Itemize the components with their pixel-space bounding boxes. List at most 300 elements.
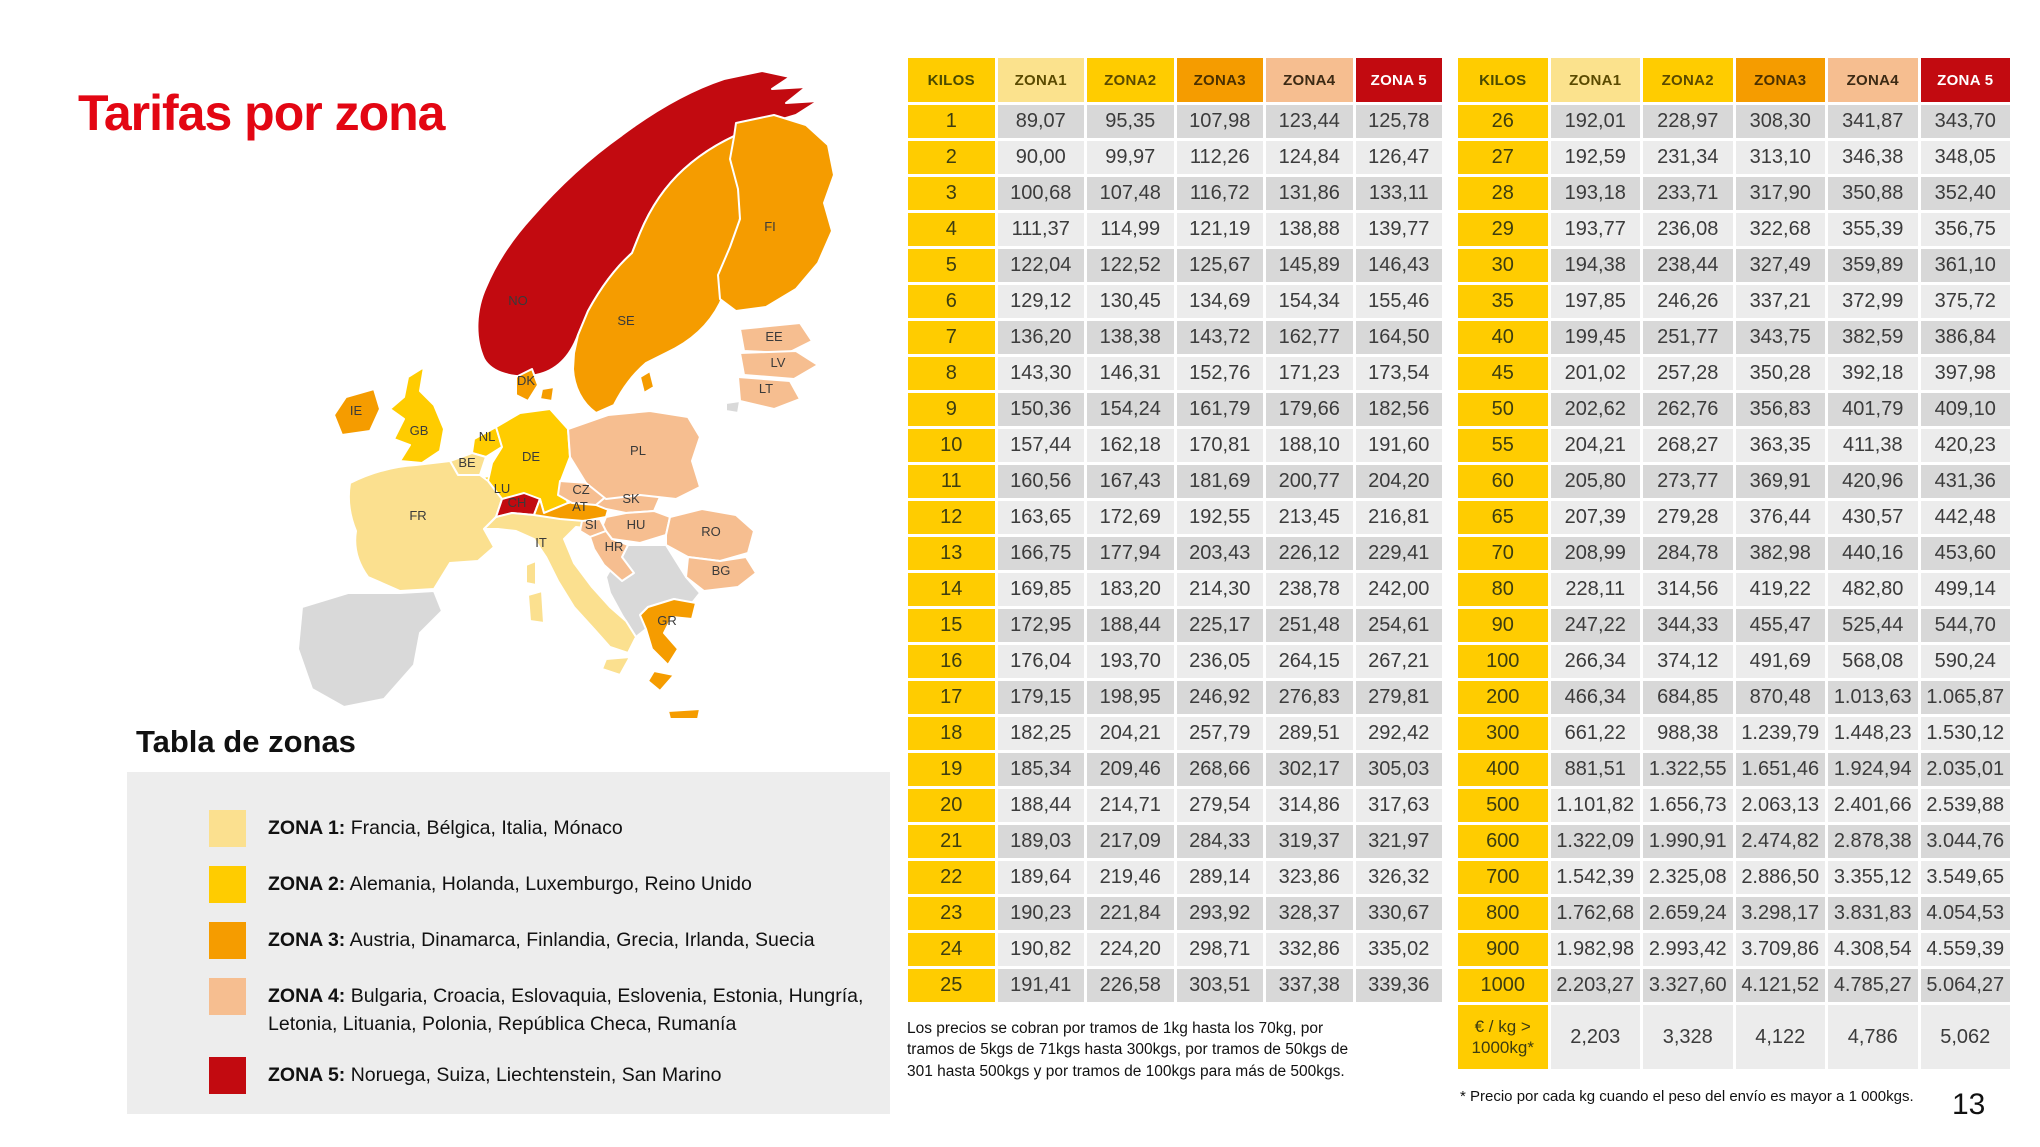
kilos-cell: 8 — [908, 357, 995, 390]
rate-cell: 112,26 — [1177, 141, 1264, 174]
kilos-cell: 18 — [908, 717, 995, 750]
kilos-cell: 6 — [908, 285, 995, 318]
rate-cell: 164,50 — [1356, 321, 1443, 354]
rate-cell: 568,08 — [1828, 645, 1918, 678]
table-row-kg-400 — [1458, 753, 2010, 786]
rate-cell: 134,69 — [1177, 285, 1264, 318]
column-header-zona5: ZONA 5 — [1921, 58, 2011, 102]
rate-cell: 302,17 — [1266, 753, 1353, 786]
rate-cell: 453,60 — [1921, 537, 2011, 570]
legend-zone-countries: Alemania, Holanda, Luxemburgo, Reino Unido — [349, 873, 752, 895]
kilos-cell: 28 — [1458, 177, 1548, 210]
legend-item-zona1 — [209, 810, 878, 847]
rate-cell: 236,05 — [1177, 645, 1264, 678]
country-label-bg: BG — [711, 563, 731, 578]
kilos-cell: 1000 — [1458, 969, 1548, 1002]
rate-cell: 172,69 — [1087, 501, 1174, 534]
rate-cell: 121,19 — [1177, 213, 1264, 246]
rate-cell: 289,14 — [1177, 861, 1264, 894]
kilos-cell: 27 — [1458, 141, 1548, 174]
kilos-cell: 60 — [1458, 465, 1548, 498]
table-row-kg-7 — [908, 321, 1442, 354]
rate-cell: 254,61 — [1356, 609, 1443, 642]
rate-cell: 167,43 — [1087, 465, 1174, 498]
rate-cell: 2.474,82 — [1736, 825, 1826, 858]
rate-cell: 330,67 — [1356, 897, 1443, 930]
country-label-se: SE — [617, 313, 635, 328]
table-row-kg-10 — [908, 429, 1442, 462]
table-row-kg-8 — [908, 357, 1442, 390]
kilos-cell: 40 — [1458, 321, 1548, 354]
column-header-zona4: ZONA4 — [1266, 58, 1353, 102]
rate-cell: 143,72 — [1177, 321, 1264, 354]
country-no-zone-2 — [726, 401, 740, 413]
rate-cell: 3.831,83 — [1828, 897, 1918, 930]
rate-cell: 2.659,24 — [1643, 897, 1733, 930]
rate-cell: 308,30 — [1736, 105, 1826, 138]
kilos-cell: 65 — [1458, 501, 1548, 534]
country-label-nl: NL — [478, 429, 496, 444]
rate-cell: 203,43 — [1177, 537, 1264, 570]
country-label-dk: DK — [516, 373, 536, 388]
table-header-row — [1458, 58, 2010, 102]
rate-cell: 228,97 — [1643, 105, 1733, 138]
rate-cell: 268,27 — [1643, 429, 1733, 462]
rate-cell: 289,51 — [1266, 717, 1353, 750]
rate-cell: 179,15 — [998, 681, 1085, 714]
rate-cell: 166,75 — [998, 537, 1085, 570]
rate-cell: 293,92 — [1177, 897, 1264, 930]
table-row-kg-700 — [1458, 861, 2010, 894]
rate-cell: 303,51 — [1177, 969, 1264, 1002]
rate-cell: 337,38 — [1266, 969, 1353, 1002]
rate-cell: 191,60 — [1356, 429, 1443, 462]
rate-cell: 131,86 — [1266, 177, 1353, 210]
column-header-zona1: ZONA1 — [1551, 58, 1641, 102]
rate-cell: 202,62 — [1551, 393, 1641, 426]
kilos-cell: 12 — [908, 501, 995, 534]
rate-cell: 226,12 — [1266, 537, 1353, 570]
column-header-zona1: ZONA1 — [998, 58, 1085, 102]
rate-cell: 420,23 — [1921, 429, 2011, 462]
rate-cell: 189,64 — [998, 861, 1085, 894]
legend-zone-countries: Noruega, Suiza, Liechtenstein, San Marino — [350, 1064, 722, 1087]
rate-cell: 590,24 — [1921, 645, 2011, 678]
rate-cell: 207,39 — [1551, 501, 1641, 534]
rate-cell: 226,58 — [1087, 969, 1174, 1002]
country-label-fi: FI — [764, 219, 776, 234]
rate-cell: 130,45 — [1087, 285, 1174, 318]
kilos-cell: 50 — [1458, 393, 1548, 426]
kilos-cell: 100 — [1458, 645, 1548, 678]
legend-item-zona5 — [209, 1057, 878, 1094]
kilos-cell: 15 — [908, 609, 995, 642]
rate-cell: 332,86 — [1266, 933, 1353, 966]
table-row-kg-30 — [1458, 249, 2010, 282]
kilos-cell: 800 — [1458, 897, 1548, 930]
rate-cell: 247,22 — [1551, 609, 1641, 642]
rate-cell: 229,41 — [1356, 537, 1443, 570]
rate-cell: 214,71 — [1087, 789, 1174, 822]
rate-cell: 356,75 — [1921, 213, 2011, 246]
legend-item-zona4 — [209, 978, 878, 1038]
rate-cell: 2.878,38 — [1828, 825, 1918, 858]
table-row-kg-900 — [1458, 933, 2010, 966]
rate-cell: 440,16 — [1828, 537, 1918, 570]
rate-cell: 214,30 — [1177, 573, 1264, 606]
kilos-cell: 1 — [908, 105, 995, 138]
rate-cell: 138,38 — [1087, 321, 1174, 354]
table-row-kg-6 — [908, 285, 1442, 318]
kilos-cell: 26 — [1458, 105, 1548, 138]
rate-cell: 89,07 — [998, 105, 1085, 138]
rate-cell: 201,02 — [1551, 357, 1641, 390]
rate-cell: 208,99 — [1551, 537, 1641, 570]
legend-zone-label: ZONA 3: — [268, 929, 346, 951]
rate-cell: 2.325,08 — [1643, 861, 1733, 894]
table-row-kg-800 — [1458, 897, 2010, 930]
rate-cell: 251,48 — [1266, 609, 1353, 642]
rate-cell: 238,44 — [1643, 249, 1733, 282]
kilos-cell: 35 — [1458, 285, 1548, 318]
rate-cell: 350,28 — [1736, 357, 1826, 390]
rate-cell: 2.063,13 — [1736, 789, 1826, 822]
country-label-ch: CH — [507, 495, 527, 510]
rate-cell: 327,49 — [1736, 249, 1826, 282]
rate-cell: 154,34 — [1266, 285, 1353, 318]
kilos-cell: 10 — [908, 429, 995, 462]
kilos-cell: 7 — [908, 321, 995, 354]
rate-cell: 2.203,27 — [1551, 969, 1641, 1002]
rate-cell: 279,81 — [1356, 681, 1443, 714]
table-row-kg-2 — [908, 141, 1442, 174]
rate-cell: 145,89 — [1266, 249, 1353, 282]
kilos-cell: 20 — [908, 789, 995, 822]
rate-cell: 392,18 — [1828, 357, 1918, 390]
rate-cell: 346,38 — [1828, 141, 1918, 174]
zone2-color-swatch — [209, 866, 246, 903]
kilos-cell: 5 — [908, 249, 995, 282]
rate-cell: 146,31 — [1087, 357, 1174, 390]
rate-cell: 376,44 — [1736, 501, 1826, 534]
table-row-per-kg — [1458, 1005, 2010, 1069]
rate-cell: 409,10 — [1921, 393, 2011, 426]
table-row-kg-40 — [1458, 321, 2010, 354]
kilos-cell: 80 — [1458, 573, 1548, 606]
kilos-cell: 4 — [908, 213, 995, 246]
per-kg-footnote: * Precio por cada kg cuando el peso del envío es mayor a 1 000kgs. — [1460, 1088, 1914, 1105]
country-gb — [390, 367, 444, 463]
rate-cell: 228,11 — [1551, 573, 1641, 606]
rate-cell: 198,95 — [1087, 681, 1174, 714]
column-header-zona4: ZONA4 — [1828, 58, 1918, 102]
rate-cell: 326,32 — [1356, 861, 1443, 894]
rate-cell: 314,86 — [1266, 789, 1353, 822]
table-row-kg-60 — [1458, 465, 2010, 498]
rate-cell: 236,08 — [1643, 213, 1733, 246]
rate-cell: 1.065,87 — [1921, 681, 2011, 714]
rate-cell: 266,34 — [1551, 645, 1641, 678]
kilos-cell: 70 — [1458, 537, 1548, 570]
table-row-kg-15 — [908, 609, 1442, 642]
rate-cell: 90,00 — [998, 141, 1085, 174]
rates-table-1-25 — [905, 55, 1445, 1005]
rate-cell: 125,67 — [1177, 249, 1264, 282]
kilos-cell: 24 — [908, 933, 995, 966]
country-label-at: AT — [572, 499, 588, 514]
rate-cell: 335,02 — [1356, 933, 1443, 966]
column-header-zona2: ZONA2 — [1643, 58, 1733, 102]
rate-cell: 163,65 — [998, 501, 1085, 534]
rate-cell: 179,66 — [1266, 393, 1353, 426]
legend-heading: Tabla de zonas — [136, 724, 356, 759]
rate-cell: 246,92 — [1177, 681, 1264, 714]
rate-cell: 95,35 — [1087, 105, 1174, 138]
rate-cell: 124,84 — [1266, 141, 1353, 174]
kilos-cell: 900 — [1458, 933, 1548, 966]
legend-zone-label: ZONA 1: — [268, 817, 346, 839]
rate-cell: 1.542,39 — [1551, 861, 1641, 894]
rate-cell: 348,05 — [1921, 141, 2011, 174]
rate-cell: 188,44 — [998, 789, 1085, 822]
rate-cell: 160,56 — [998, 465, 1085, 498]
table-row-kg-29 — [1458, 213, 2010, 246]
table-row-kg-45 — [1458, 357, 2010, 390]
rate-cell: 209,46 — [1087, 753, 1174, 786]
country-label-ee: EE — [765, 329, 783, 344]
legend-text — [268, 922, 815, 959]
rate-cell: 3.044,76 — [1921, 825, 2011, 858]
rates-table-26-1000 — [1455, 55, 2013, 1072]
country-label-lv: LV — [770, 355, 786, 370]
kilos-cell: 25 — [908, 969, 995, 1002]
kilos-cell: 500 — [1458, 789, 1548, 822]
rate-cell: 2.993,42 — [1643, 933, 1733, 966]
rate-cell: 233,71 — [1643, 177, 1733, 210]
per-kg-label-cell — [1458, 1005, 1548, 1069]
table-row-kg-20 — [908, 789, 1442, 822]
rate-cell: 193,18 — [1551, 177, 1641, 210]
rate-cell: 204,21 — [1087, 717, 1174, 750]
rate-cell: 154,24 — [1087, 393, 1174, 426]
rate-cell: 172,95 — [998, 609, 1085, 642]
kilos-cell: 400 — [1458, 753, 1548, 786]
legend-zone-countries: Austria, Dinamarca, Finlandia, Grecia, Irlanda, Suecia — [349, 929, 815, 951]
rate-cell: 204,20 — [1356, 465, 1443, 498]
rate-cell: 1.651,46 — [1736, 753, 1826, 786]
rate-cell: 4.785,27 — [1828, 969, 1918, 1002]
rate-cell: 162,77 — [1266, 321, 1353, 354]
rate-cell: 323,86 — [1266, 861, 1353, 894]
rate-cell: 431,36 — [1921, 465, 2011, 498]
rate-cell: 107,48 — [1087, 177, 1174, 210]
rate-cell: 386,84 — [1921, 321, 2011, 354]
rate-cell: 126,47 — [1356, 141, 1443, 174]
kilos-cell: 90 — [1458, 609, 1548, 642]
table-row-kg-35 — [1458, 285, 2010, 318]
rate-cell: 1.762,68 — [1551, 897, 1641, 930]
table-row-kg-28 — [1458, 177, 2010, 210]
table-row-kg-50 — [1458, 393, 2010, 426]
rate-cell: 4.121,52 — [1736, 969, 1826, 1002]
rate-cell: 1.924,94 — [1828, 753, 1918, 786]
rate-cell: 3.298,17 — [1736, 897, 1826, 930]
rate-cell: 3.709,86 — [1736, 933, 1826, 966]
country-label-fr: FR — [409, 508, 427, 523]
rate-cell: 183,20 — [1087, 573, 1174, 606]
rate-cell: 189,03 — [998, 825, 1085, 858]
rate-cell: 200,77 — [1266, 465, 1353, 498]
rate-cell: 157,44 — [998, 429, 1085, 462]
table-row-kg-1 — [908, 105, 1442, 138]
rate-cell: 455,47 — [1736, 609, 1826, 642]
rate-cell: 3.355,12 — [1828, 861, 1918, 894]
country-label-sk: SK — [622, 491, 640, 506]
legend-zone-label: ZONA 4: — [268, 985, 346, 1007]
rate-cell: 155,46 — [1356, 285, 1443, 318]
table-row-kg-19 — [908, 753, 1442, 786]
rate-cell: 111,37 — [998, 213, 1085, 246]
rate-cell: 482,80 — [1828, 573, 1918, 606]
page-title: Tarifas por zona — [78, 85, 445, 141]
rate-cell: 116,72 — [1177, 177, 1264, 210]
table-row-kg-65 — [1458, 501, 2010, 534]
rate-cell: 176,04 — [998, 645, 1085, 678]
rate-cell: 1.322,09 — [1551, 825, 1641, 858]
column-header-zona3: ZONA3 — [1736, 58, 1826, 102]
column-header-zona2: ZONA2 — [1087, 58, 1174, 102]
rate-cell: 171,23 — [1266, 357, 1353, 390]
rate-cell: 123,44 — [1266, 105, 1353, 138]
rate-cell: 1.656,73 — [1643, 789, 1733, 822]
rate-cell: 4.054,53 — [1921, 897, 2011, 930]
kilos-cell: 700 — [1458, 861, 1548, 894]
rate-cell: 181,69 — [1177, 465, 1264, 498]
pricing-tiers-footnote: Los precios se cobran por tramos de 1kg hasta los 70kg, por tramos de 5kgs de 71kgs hasta 300kgs, por tramos de 50kgs de 301 hasta 500kgs y por tramos de 100kgs para más de 500kgs. — [907, 1020, 1349, 1080]
country-label-gb: GB — [409, 423, 429, 438]
rate-cell: 313,10 — [1736, 141, 1826, 174]
rate-cell: 3.327,60 — [1643, 969, 1733, 1002]
per-kg-rate-cell: 2,203 — [1551, 1005, 1641, 1069]
rate-cell: 169,85 — [998, 573, 1085, 606]
per-kg-label-line: € / kg > — [1474, 1016, 1531, 1036]
rate-cell: 4.559,39 — [1921, 933, 2011, 966]
rate-cell: 363,35 — [1736, 429, 1826, 462]
rate-cell: 190,23 — [998, 897, 1085, 930]
rate-cell: 1.322,55 — [1643, 753, 1733, 786]
rate-cell: 1.990,91 — [1643, 825, 1733, 858]
zone-legend — [127, 772, 890, 1114]
table-row-kg-300 — [1458, 717, 2010, 750]
table-row-kg-3 — [908, 177, 1442, 210]
rate-cell: 139,77 — [1356, 213, 1443, 246]
per-kg-rate-cell: 5,062 — [1921, 1005, 2011, 1069]
country-label-gr: GR — [657, 613, 677, 628]
rate-cell: 152,76 — [1177, 357, 1264, 390]
rate-cell: 341,87 — [1828, 105, 1918, 138]
table-row-kg-80 — [1458, 573, 2010, 606]
table-row-kg-200 — [1458, 681, 2010, 714]
europe-map-svg — [288, 46, 888, 748]
country-label-hr: HR — [604, 539, 624, 554]
table-row-kg-500 — [1458, 789, 2010, 822]
country-label-ie: IE — [349, 403, 363, 418]
table-row-kg-9 — [908, 393, 1442, 426]
rate-cell: 1.982,98 — [1551, 933, 1641, 966]
zone4-color-swatch — [209, 978, 246, 1015]
rate-cell: 419,22 — [1736, 573, 1826, 606]
rate-cell: 242,00 — [1356, 573, 1443, 606]
rate-cell: 224,20 — [1087, 933, 1174, 966]
rate-cell: 4.308,54 — [1828, 933, 1918, 966]
rate-cell: 881,51 — [1551, 753, 1641, 786]
rate-cell: 114,99 — [1087, 213, 1174, 246]
rate-cell: 197,85 — [1551, 285, 1641, 318]
rate-cell: 170,81 — [1177, 429, 1264, 462]
kilos-cell: 16 — [908, 645, 995, 678]
table-row-kg-11 — [908, 465, 1442, 498]
kilos-cell: 17 — [908, 681, 995, 714]
rate-cell: 298,71 — [1177, 933, 1264, 966]
rate-cell: 192,01 — [1551, 105, 1641, 138]
table-row-kg-18 — [908, 717, 1442, 750]
rate-cell: 188,44 — [1087, 609, 1174, 642]
rate-cell: 192,55 — [1177, 501, 1264, 534]
rate-cell: 491,69 — [1736, 645, 1826, 678]
table-row-kg-12 — [908, 501, 1442, 534]
zone5-color-swatch — [209, 1057, 246, 1094]
rate-cell: 430,57 — [1828, 501, 1918, 534]
rate-cell: 544,70 — [1921, 609, 2011, 642]
rate-cell: 339,36 — [1356, 969, 1443, 1002]
per-kg-label-line: 1000kg* — [1471, 1038, 1534, 1057]
rate-cell: 292,42 — [1356, 717, 1443, 750]
table-row-kg-25 — [908, 969, 1442, 1002]
rate-cell: 305,03 — [1356, 753, 1443, 786]
europe-zone-map — [288, 46, 888, 748]
column-header-zona5: ZONA 5 — [1356, 58, 1443, 102]
rate-cell: 276,83 — [1266, 681, 1353, 714]
country-no-zone-0 — [298, 591, 442, 707]
country-label-si: SI — [584, 517, 598, 532]
table-row-kg-27 — [1458, 141, 2010, 174]
table-row-kg-26 — [1458, 105, 2010, 138]
rate-cell: 401,79 — [1828, 393, 1918, 426]
rate-cell: 1.101,82 — [1551, 789, 1641, 822]
rate-cell: 361,10 — [1921, 249, 2011, 282]
rate-cell: 1.239,79 — [1736, 717, 1826, 750]
rate-cell: 125,78 — [1356, 105, 1443, 138]
rate-cell: 177,94 — [1087, 537, 1174, 570]
rate-cell: 100,68 — [998, 177, 1085, 210]
rate-cell: 173,54 — [1356, 357, 1443, 390]
table-row-kg-14 — [908, 573, 1442, 606]
zone3-color-swatch — [209, 922, 246, 959]
rate-cell: 264,15 — [1266, 645, 1353, 678]
rate-cell: 317,63 — [1356, 789, 1443, 822]
rate-cell: 231,34 — [1643, 141, 1733, 174]
legend-text — [268, 978, 868, 1038]
rate-cell: 194,38 — [1551, 249, 1641, 282]
rate-cell: 3.549,65 — [1921, 861, 2011, 894]
rate-cell: 182,25 — [998, 717, 1085, 750]
rate-cell: 525,44 — [1828, 609, 1918, 642]
rate-cell: 162,18 — [1087, 429, 1174, 462]
rate-cell: 321,97 — [1356, 825, 1443, 858]
legend-zone-countries: Francia, Bélgica, Italia, Mónaco — [350, 817, 623, 839]
rate-cell: 219,46 — [1087, 861, 1174, 894]
kilos-cell: 21 — [908, 825, 995, 858]
